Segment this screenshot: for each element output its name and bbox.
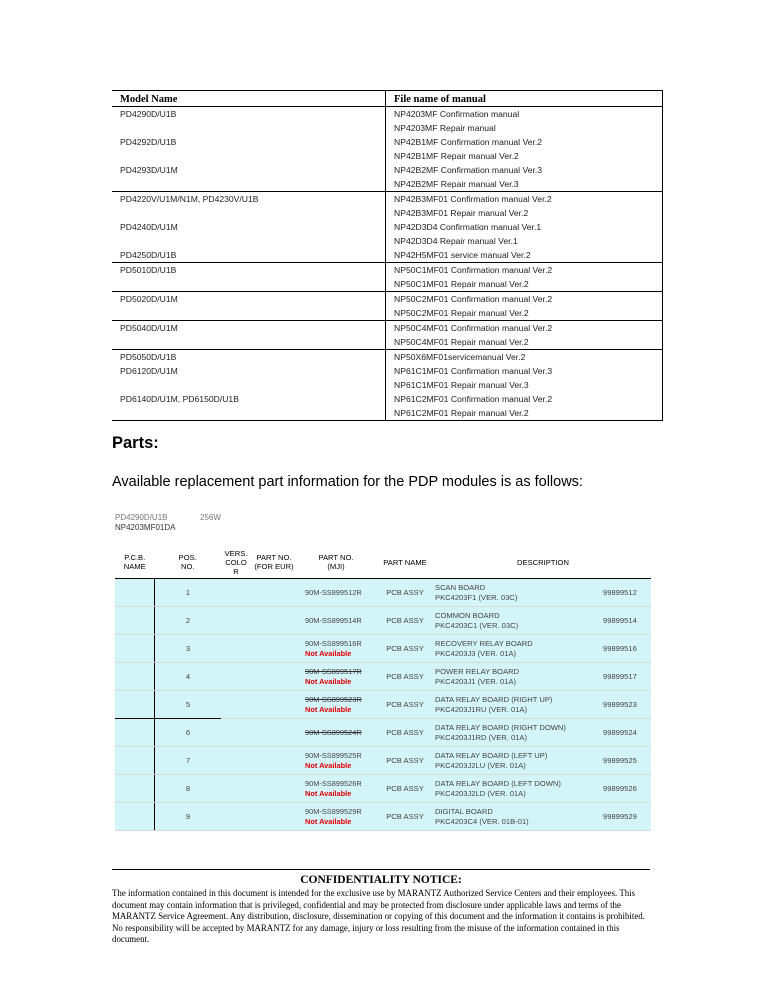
version-color-cell bbox=[221, 719, 251, 747]
parts-title: Parts: bbox=[112, 434, 159, 452]
manual-file-cell: NP42D3D4 Confirmation manual Ver.1 bbox=[386, 220, 663, 234]
manual-file-cell: NP42B1MF Repair manual Ver.2 bbox=[386, 149, 663, 163]
part-name-cell: PCB ASSY bbox=[375, 747, 435, 775]
part-name-cell: PCB ASSY bbox=[375, 803, 435, 831]
manual-row bbox=[112, 121, 663, 135]
manual-file-cell: NP50X6MF01servicemanual Ver.2 bbox=[386, 350, 663, 365]
part-number: 90M-SS899526R bbox=[305, 778, 362, 788]
pos-no-cell: 1 bbox=[155, 579, 222, 607]
manual-file-cell: NP61C2MF01 Confirmation manual Ver.2 bbox=[386, 392, 663, 406]
model-name-cell bbox=[112, 306, 386, 321]
parts-body bbox=[115, 579, 651, 831]
manual-row bbox=[112, 177, 663, 192]
manual-file-cell: NP50C4MF01 Confirmation manual Ver.2 bbox=[386, 321, 663, 336]
part-code-cell: 99899523 bbox=[603, 691, 651, 719]
model-name-cell bbox=[112, 149, 386, 163]
not-available-label: Not Available bbox=[305, 760, 352, 770]
model-info bbox=[115, 513, 221, 533]
manual-row bbox=[112, 406, 663, 421]
part-number: 90M-SS899512R bbox=[305, 587, 362, 597]
part-code-cell: 99899525 bbox=[603, 747, 651, 775]
description-cell bbox=[435, 663, 603, 691]
not-available-label: Not Available bbox=[305, 676, 352, 686]
manual-file-cell: NP61C1MF01 Repair manual Ver.3 bbox=[386, 378, 663, 392]
model-name-cell: PD5040D/U1M bbox=[112, 321, 386, 336]
description-cell bbox=[435, 803, 603, 831]
description-model: PKC4203J1RD (VER. 01A) bbox=[435, 732, 528, 742]
model-name-cell: PD5050D/U1B bbox=[112, 350, 386, 365]
manual-file-cell: NP50C1MF01 Confirmation manual Ver.2 bbox=[386, 263, 663, 278]
description-line: DATA RELAY BOARD (LEFT DOWN) bbox=[435, 778, 561, 788]
description-cell bbox=[435, 691, 603, 719]
description-cell bbox=[435, 719, 603, 747]
part-row bbox=[115, 607, 651, 635]
manual-file-cell: NP61C2MF01 Repair manual Ver.2 bbox=[386, 406, 663, 421]
not-available-label: Not Available bbox=[305, 816, 352, 826]
model-name-cell bbox=[112, 335, 386, 350]
model-name-cell bbox=[112, 277, 386, 292]
version-color-cell bbox=[221, 803, 251, 831]
part-number: 90M-SS899517R bbox=[305, 666, 362, 676]
description-header: DESCRIPTION bbox=[435, 546, 651, 579]
part-name-cell: PCB ASSY bbox=[375, 663, 435, 691]
manual-file-cell: NP42D3D4 Repair manual Ver.1 bbox=[386, 234, 663, 248]
part-row bbox=[115, 663, 651, 691]
manual-file-cell: NP50C4MF01 Repair manual Ver.2 bbox=[386, 335, 663, 350]
version-color-cell bbox=[221, 663, 251, 691]
description-line: POWER RELAY BOARD bbox=[435, 666, 520, 676]
description-line: SCAN BOARD bbox=[435, 582, 486, 592]
part-name-header: PART NAME bbox=[375, 546, 435, 579]
parts-subtitle: Available replacement part information for the PDP modules is as follows: bbox=[112, 474, 583, 490]
part-number: 90M-SS899514R bbox=[305, 615, 362, 625]
part-no-mji-header: PART NO. (MJI) bbox=[297, 546, 375, 579]
part-name-cell: PCB ASSY bbox=[375, 635, 435, 663]
pos-no-cell: 9 bbox=[155, 803, 222, 831]
part-code-cell: 99899524 bbox=[603, 719, 651, 747]
description-model: PKC4203C4 (VER. 01B-01) bbox=[435, 816, 529, 826]
description-model: PKC4203J1 (VER. 01A) bbox=[435, 676, 517, 686]
manual-row bbox=[112, 135, 663, 149]
module-name: NP4203MF01DA bbox=[115, 523, 176, 532]
pos-no-cell: 4 bbox=[155, 663, 222, 691]
model-name-cell bbox=[112, 406, 386, 421]
manual-file-cell: NP50C1MF01 Repair manual Ver.2 bbox=[386, 277, 663, 292]
version-color-cell bbox=[221, 607, 251, 635]
part-code-cell: 99899526 bbox=[603, 775, 651, 803]
model-name-cell: PD4240D/U1M bbox=[120, 222, 178, 232]
manual-row bbox=[112, 321, 663, 336]
part-row bbox=[115, 691, 651, 719]
manuals-body bbox=[112, 107, 663, 421]
model-name-cell: PD4293D/U1M bbox=[120, 165, 178, 175]
description-model: PKC4203C1 (VER. 03C) bbox=[435, 620, 519, 630]
manual-row bbox=[112, 206, 663, 220]
manual-file-cell: NP42B3MF01 Confirmation manual Ver.2 bbox=[386, 192, 663, 207]
model-name-cell: PD6140D/U1M, PD6150D/U1B bbox=[120, 394, 239, 404]
pos-no-cell: 6 bbox=[155, 719, 222, 747]
part-code-cell: 99899517 bbox=[603, 663, 651, 691]
parts-header-row bbox=[115, 546, 651, 579]
manual-row bbox=[112, 392, 663, 406]
version-color-cell bbox=[221, 579, 251, 607]
pcb-name-cell bbox=[115, 663, 155, 691]
part-row bbox=[115, 803, 651, 831]
manual-row bbox=[112, 192, 663, 207]
description-model: PKC4203J2LD (VER. 01A) bbox=[435, 788, 526, 798]
part-no-mji-cell bbox=[297, 607, 375, 635]
part-name-cell: PCB ASSY bbox=[375, 607, 435, 635]
confidentiality-body: The information contained in this document is intended for the exclusive use by MARANTZ Authorized Service Centers and their employees. This document may contain information that is privileged, confidential and may be protected from disclosure under applicable laws and terms of the MARANTZ Service Agreement. Any distribution, disclosure, dissemination or copying of this document and the information it contains is prohibited. No responsibility will be accepted by MARANTZ for any damage, injury or loss resulting from the misuse of the information contained in this document. bbox=[112, 888, 645, 944]
pcb-name-header: P.C.B. NAME bbox=[115, 546, 155, 579]
part-no-eur-cell bbox=[251, 803, 297, 831]
manual-row bbox=[112, 277, 663, 292]
pcb-name-cell bbox=[115, 635, 155, 663]
part-row bbox=[115, 579, 651, 607]
manuals-table bbox=[112, 90, 663, 421]
version-color-cell bbox=[221, 747, 251, 775]
part-no-eur-cell bbox=[251, 607, 297, 635]
part-no-eur-cell bbox=[251, 635, 297, 663]
manual-row bbox=[112, 149, 663, 163]
manual-file-cell: NP50C2MF01 Repair manual Ver.2 bbox=[386, 306, 663, 321]
pos-no-header: POS. NO. bbox=[155, 546, 222, 579]
manual-file-cell: NP4203MF Confirmation manual bbox=[386, 107, 663, 122]
model-name-header: Model Name bbox=[112, 91, 386, 107]
description-model: PKC4203J1RU (VER. 01A) bbox=[435, 704, 528, 714]
model-name-cell: PD6120D/U1M bbox=[120, 366, 178, 376]
not-available-label: Not Available bbox=[305, 704, 352, 714]
confidentiality-title: CONFIDENTIALITY NOTICE: bbox=[300, 874, 462, 886]
part-code-cell: 99899512 bbox=[603, 579, 651, 607]
model-name-cell bbox=[112, 206, 386, 220]
model-size: 256W bbox=[200, 513, 221, 522]
part-no-mji-cell bbox=[297, 803, 375, 831]
manual-file-cell: NP42B1MF Confirmation manual Ver.2 bbox=[386, 135, 663, 149]
part-name-cell: PCB ASSY bbox=[375, 775, 435, 803]
part-name-cell: PCB ASSY bbox=[375, 579, 435, 607]
description-line: COMMON BOARD bbox=[435, 610, 500, 620]
description-model: PKC4203J3 (VER. 01A) bbox=[435, 648, 517, 658]
part-name-cell: PCB ASSY bbox=[375, 719, 435, 747]
description-line: DATA RELAY BOARD (RIGHT DOWN) bbox=[435, 722, 566, 732]
model-name-cell bbox=[112, 177, 386, 192]
manual-row bbox=[112, 263, 663, 278]
version-color-cell bbox=[221, 635, 251, 663]
manual-row bbox=[112, 335, 663, 350]
description-model: PKC4203J2LU (VER. 01A) bbox=[435, 760, 526, 770]
manual-file-cell: NP50C2MF01 Confirmation manual Ver.2 bbox=[386, 292, 663, 307]
part-no-eur-cell bbox=[251, 663, 297, 691]
part-number: 90M-SS899523R bbox=[305, 694, 362, 704]
confidentiality-divider bbox=[112, 869, 650, 870]
part-row bbox=[115, 719, 651, 747]
manual-row bbox=[112, 107, 663, 122]
model-name-cell bbox=[112, 234, 386, 248]
part-no-mji-cell bbox=[297, 775, 375, 803]
pcb-name-cell bbox=[115, 803, 155, 831]
part-row bbox=[115, 775, 651, 803]
part-no-eur-cell bbox=[251, 579, 297, 607]
version-color-cell bbox=[221, 691, 251, 719]
model-name-cell bbox=[112, 121, 386, 135]
part-no-eur-cell bbox=[251, 719, 297, 747]
manual-row bbox=[112, 220, 663, 234]
version-color-cell bbox=[221, 775, 251, 803]
part-number: 90M-SS899529R bbox=[305, 806, 362, 816]
pcb-name-cell bbox=[115, 747, 155, 775]
model-name-cell: PD4250D/U1B bbox=[120, 250, 177, 260]
manual-file-cell: NP42B2MF Confirmation manual Ver.3 bbox=[386, 163, 663, 177]
model-name-cell: PD4292D/U1B bbox=[120, 137, 177, 147]
manual-file-cell: NP42B3MF01 Repair manual Ver.2 bbox=[386, 206, 663, 220]
part-no-mji-cell bbox=[297, 635, 375, 663]
manuals-header-row bbox=[112, 91, 663, 107]
part-number: 90M-SS899516R bbox=[305, 638, 362, 648]
part-number: 90M-SS899524R bbox=[305, 727, 362, 737]
manual-file-cell: NP42H5MF01 service manual Ver.2 bbox=[386, 248, 663, 263]
pcb-name-cell bbox=[115, 607, 155, 635]
file-name-header: File name of manual bbox=[386, 91, 663, 107]
pos-no-cell: 5 bbox=[155, 691, 222, 719]
part-no-eur-cell bbox=[251, 691, 297, 719]
part-no-mji-cell bbox=[297, 691, 375, 719]
part-number: 90M-SS899525R bbox=[305, 750, 362, 760]
description-line: DATA RELAY BOARD (LEFT UP) bbox=[435, 750, 548, 760]
model-name-cell: PD4220V/U1M/N1M, PD4230V/U1B bbox=[112, 192, 386, 207]
pos-no-cell: 2 bbox=[155, 607, 222, 635]
model-name-cell: PD5010D/U1B bbox=[112, 263, 386, 278]
manual-file-cell: NP61C1MF01 Confirmation manual Ver.3 bbox=[386, 364, 663, 378]
not-available-label: Not Available bbox=[305, 788, 352, 798]
part-no-eur-cell bbox=[251, 775, 297, 803]
not-available-label: Not Available bbox=[305, 648, 352, 658]
part-code-cell: 99899529 bbox=[603, 803, 651, 831]
manual-file-cell: NP42B2MF Repair manual Ver.3 bbox=[386, 177, 663, 192]
description-cell bbox=[435, 607, 603, 635]
model-code: PD4290D/U1B bbox=[115, 513, 168, 522]
manual-file-cell: NP4203MF Repair manual bbox=[386, 121, 663, 135]
model-line bbox=[115, 513, 221, 523]
manual-row bbox=[112, 364, 663, 378]
manual-row bbox=[112, 234, 663, 248]
manual-row bbox=[112, 292, 663, 307]
pcb-name-cell bbox=[115, 579, 155, 607]
pos-no-cell: 8 bbox=[155, 775, 222, 803]
part-no-mji-cell bbox=[297, 663, 375, 691]
manual-row bbox=[112, 248, 663, 263]
part-row bbox=[115, 635, 651, 663]
part-no-eur-cell bbox=[251, 747, 297, 775]
description-cell bbox=[435, 747, 603, 775]
description-cell bbox=[435, 635, 603, 663]
description-line: DATA RELAY BOARD (RIGHT UP) bbox=[435, 694, 553, 704]
pos-no-cell: 3 bbox=[155, 635, 222, 663]
parts-table bbox=[115, 546, 651, 831]
pcb-name-cell bbox=[115, 775, 155, 803]
pos-no-cell: 7 bbox=[155, 747, 222, 775]
description-cell bbox=[435, 579, 603, 607]
pcb-name-cell bbox=[115, 719, 155, 747]
manual-row bbox=[112, 378, 663, 392]
version-color-header: VERS. COLO R bbox=[221, 546, 251, 579]
manual-row bbox=[112, 350, 663, 365]
description-line: DIGITAL BOARD bbox=[435, 806, 493, 816]
part-no-eur-header: PART NO. (FOR EUR) bbox=[251, 546, 297, 579]
model-name-cell: PD4290D/U1B bbox=[120, 109, 177, 119]
model-name-cell: PD5020D/U1M bbox=[112, 292, 386, 307]
part-no-mji-cell bbox=[297, 719, 375, 747]
model-name-cell bbox=[112, 378, 386, 392]
part-no-mji-cell bbox=[297, 747, 375, 775]
manual-row bbox=[112, 306, 663, 321]
part-no-mji-cell bbox=[297, 579, 375, 607]
part-row bbox=[115, 747, 651, 775]
pcb-name-cell bbox=[115, 691, 155, 719]
description-model: PKC4203F1 (VER. 03C) bbox=[435, 592, 518, 602]
part-name-cell: PCB ASSY bbox=[375, 691, 435, 719]
part-code-cell: 99899514 bbox=[603, 607, 651, 635]
manual-row bbox=[112, 163, 663, 177]
description-line: RECOVERY RELAY BOARD bbox=[435, 638, 533, 648]
description-cell bbox=[435, 775, 603, 803]
part-code-cell: 99899516 bbox=[603, 635, 651, 663]
